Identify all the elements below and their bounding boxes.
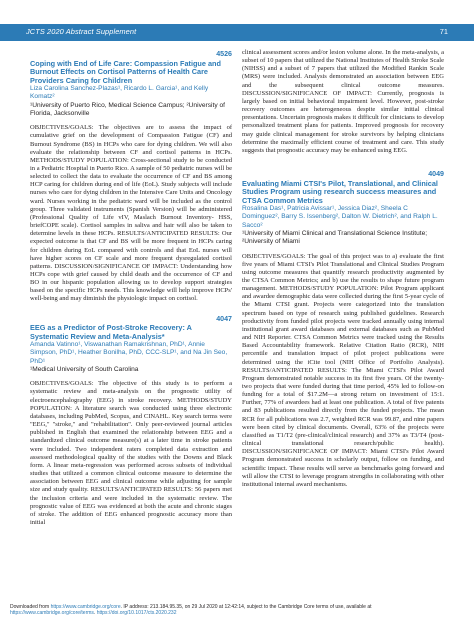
footer-doi-link[interactable]: https://doi.org/10.1017/cts.2020.232 bbox=[96, 610, 177, 617]
abstract-continuation bbox=[242, 49, 444, 155]
right-column bbox=[242, 49, 444, 489]
abstract-body-text: OBJECTIVES/GOALS: The goal of this project was to a) evaluate the first five years of Miami CTSI's Pilot Translational and Clinical Studies Program using outcome measures that quantify research productivity augmented by the CTSA Common Metrics; and b) use the results to shape future program management. METHODS/STUDY POPULATION: Pilot Program applicant and awardee demographic data were collected during the first 5-year cycle of the Miami CTSI grant. Projects were categorized into the translation spectrum based on type of research using published guidelines. Research productivity from funded pilot projects were tracked annually using internal institutional grant award databases and external databases such as PubMed and NIH Reporter. CTSA Common Metrics were tracked using the Results Based Accountability framework. Relative Citation Ratio (RCR), NIH percentile and translation impact of pilot project publications were determined using the iCite tool (NIH Office of Portfolio Analysis). RESULTS/ANTICIPATED RESULTS: The Miami CTSI's Pilot Award Program demonstrated notable success in its first five years. Of the twenty-two projects that were funded during that time period, 45% led to follow-on funding for a total of $17.2M—a strong return on investment of 15:1. Further, 77% of awardees had at least one publication. A total of five patents and 83 publications resulted directly from the funded projects. The mean RCR for all publications was 2.7, weighted RCR was 99.87, and nine papers were been cited by clinical documents. Overall, 63% of the projects were classified as T1/T2 (pre-clinical/clinical research) and 37% as T3/T4 (post-clinical translational research/public health). DISCUSSION/SIGNIFICANCE OF IMPACT: Miami CTSI's Pilot Award Program demonstrated success in scholarly output, follow on funding, and scientific impact. These results will serve as benchmarks going forward and will allow the CTSI to leverage program strengths in collaborating with other institutional internal award mechanisms. bbox=[242, 252, 444, 488]
page-number: 71 bbox=[439, 27, 448, 36]
footer-separator: . bbox=[93, 610, 97, 617]
abstract-body bbox=[30, 124, 232, 303]
abstract-number: 4047 bbox=[216, 314, 232, 323]
abstract-title: Evaluating Miami CTSI's Pilot, Translational, and Clinical Studies Program using research success measures and CTSA Common Metrics bbox=[242, 178, 438, 205]
abstract-title: Coping with End of Life Care: Compassion Fatigue and Burnout Effects on Cortisol Patterns of Health Care Providers Caring for Children bbox=[30, 58, 221, 85]
abstract-body-text: OBJECTIVES/GOALS: The objective of this study is to perform a systematic review and meta-analysis on the prognostic utility of electroencephalography (EEG) in stroke recovery. METHODS/STUDY POPULATION: A literature search was conducted using three electronic databases, including PubMed, Scopus, and CINAHL. Key search terms were "EEG," "stroke," and "rehabilitation". Only peer-reviewed journal articles published in English that examined the relationship between EEG and a standardized clinical outcome measure(s) at a later time in stroke patients were included. Two independent raters completed data extraction and assessed methodological quality of the studies with the Downs and Black form. A linear meta-regression was performed across subsets of individual studies that utilized a common clinical outcome measure to determine the association between EEG and clinical outcome while adjusting for sample size and study quality. RESULTS/ANTICIPATED RESULTS: 56 papers met the inclusion criteria and were included in the systematic review. The prognostic value of EEG was evidenced at both the acute and chronic stages of stroke. The addition of EEG enhanced prognostic accuracy more than initial bbox=[30, 380, 232, 526]
footer-core-link[interactable]: https://www.cambridge.org/core bbox=[50, 604, 121, 610]
abstract-4047 bbox=[30, 314, 232, 528]
abstract-number: 4049 bbox=[428, 170, 444, 179]
footer-ip-text: . IP address: 213.184.95.35, on 29 Jul 2020 at 12:42:14, subject to the Cambridge Core terms of use, available at bbox=[120, 604, 372, 610]
abstract-continuation-text: clinical assessment scores and/or lesion volume alone. In the meta-analysis, a subset of 10 papers that utilized the National Institutes of Health Stroke Scale (NIHSS) and a subset of 7 papers that utilized the Modified Rankin Scale (MRS) were included. Analysis demonstrated an association between EEG and the subsequent clinical outcome measures. DISCUSSION/SIGNIFICANCE OF IMPACT: Currently, prognosis is largely based on initial behavioral impairment level. However, post-stroke recovery outcomes are heterogeneous despite similar initial clinical presentations. Uncertain prognosis makes it difficult for clinicians to develop personalized treatment plans for patients. Improved prognosis for recovery may guide clinical management for stroke survivors by helping clinicians determine the maximally efficient course of treatment and care. This study suggests that prognostic accuracy may be enhanced using EEG. bbox=[242, 49, 444, 154]
abstract-title: EEG as a Predictor of Post-Stroke Recovery: A Systematic Review and Meta-Analysis* bbox=[30, 323, 192, 341]
abstract-authors[interactable]: Liza Carolina Sanchez-Plazas¹, Ricardo L. Garcia¹, and Kelly Komatz² bbox=[30, 85, 209, 101]
left-column bbox=[30, 49, 232, 527]
abstract-body bbox=[30, 380, 232, 527]
abstract-authors[interactable]: Amanda Vatinno¹, Viswanathan Ramakrishnan, PhD¹, Annie Simpson, PhD¹, Heather Bonilha, PhD, CCC-SLP¹, and Na Jin Seo, PhD¹ bbox=[30, 341, 228, 365]
abstract-affiliations: ¹Medical University of South Carolina bbox=[30, 366, 139, 374]
abstract-4049 bbox=[242, 169, 444, 489]
footer-terms-link[interactable]: https://www.cambridge.org/core/terms bbox=[10, 610, 94, 617]
download-footer bbox=[10, 604, 464, 617]
abstract-authors[interactable]: Rosalina Das¹, Patricia Avissar¹, Jessica Diaz², Sheela C Dominguez², Barry S. Issenberg², Dalton W. Dietrich², and Ralph L. Sacco² bbox=[242, 205, 438, 229]
footer-prefix: Downloaded from bbox=[10, 604, 51, 610]
abstract-body bbox=[242, 253, 444, 490]
abstract-4526 bbox=[30, 49, 232, 304]
abstract-affiliations: ¹University of Puerto Rico, Medical Science Campus; ²University of Florida, Jacksonville bbox=[30, 101, 225, 117]
abstract-affiliations: ¹University of Miami Clinical and Translational Science Institute; ²University of Miami bbox=[242, 229, 428, 246]
abstract-number: 4526 bbox=[216, 50, 232, 58]
footer-line-2 bbox=[10, 610, 464, 616]
journal-title: JCTS 2020 Abstract Supplement bbox=[26, 27, 137, 36]
abstract-body-text: OBJECTIVES/GOALS: The objectives are to assess the impact of cumulative grief on the development of Compassion Fatigue (CF) and Burnout Syndrome (BS) in HCPs who care for dying children. We will also evaluate the relationship between CF and cortisol patterns in HCPs. METHODS/STUDY POPULATION: Cross-sectional study to be conducted in a Pediatric Hospital in Puerto Rico. A sample of 50 pediatric nurses will be selected to collect the data to evaluate the occurrence of CF and BS among HCP caring for children during end of life (EoL). Study subjects will include nurses who care for dying children in the Intensive Care Units and Oncology ward. Nurses working in the pediatric ward will be included as the control group. Three validated instruments (Spanish Version) will be administered (Professional Quality of Life vIV, Maslach Burnout Inventory- HSS, briefCOPE scale). Cortisol samples in saliva and hair will also be taken to determine levels in these HCPs. RESULTS/ANTICIPATED RESULTS: Our expected outcome is that CF and BS will be more frequent in HCPs caring for children during EoL compared with controls and that EoL nurses will have higher scores on CF scale and more frequent dysregulated cortisol patterns. DISCUSSION/SIGNIFICANCE OF IMPACT: Understanding how HCPs cope with grief caused by child death and the occurrence of CF and BO in our hispanic population allowing us to develop support strategies based on the specific HCPs needs. This knowledge will help improve HCPs' well-being and may diminish the physiologic impact on cortisol. bbox=[30, 124, 232, 303]
